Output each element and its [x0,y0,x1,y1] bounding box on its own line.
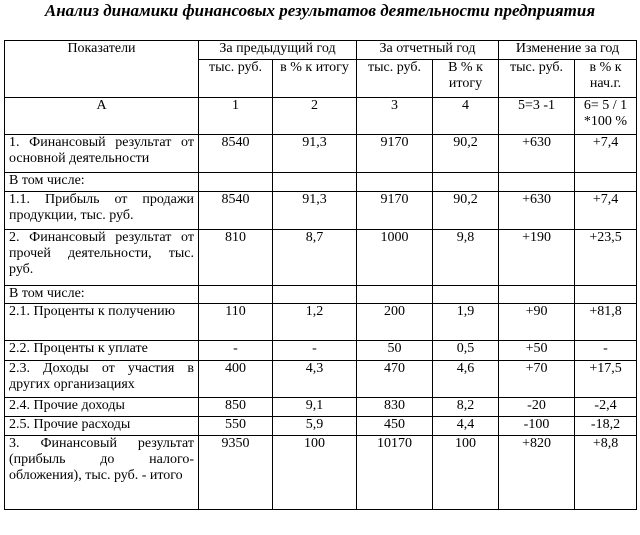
row-value: +820 [499,436,575,510]
table-row [5,398,637,417]
row-label: 2.3. Доходы от участия в других организациях [5,361,199,398]
row-value [575,173,637,192]
row-label: 2.4. Прочие доходы [5,398,199,417]
row-value: +23,5 [575,230,637,286]
row-label: 3. Финансовый результат (прибыль до налого-обложения), тыс. руб. - итого [5,436,199,510]
table-row [5,341,637,361]
row-label: 2.1. Проценты к получению [5,304,199,341]
row-value [199,286,273,304]
row-value: 4,3 [273,361,357,398]
row-label: 1.1. Прибыль от продажи продукции, тыс. руб. [5,192,199,230]
column-number: 2 [273,98,357,135]
row-value: 1000 [357,230,433,286]
row-value: 90,2 [433,135,499,173]
row-label: 2.5. Прочие расходы [5,417,199,436]
column-number: А [5,98,199,135]
table-row [5,135,637,173]
column-number: 4 [433,98,499,135]
row-value: -2,4 [575,398,637,417]
row-value: 810 [199,230,273,286]
row-value: 50 [357,341,433,361]
row-label: 2. Финансовый результат от прочей деятельности, тыс. руб. [5,230,199,286]
header-report-year: За отчетный год [357,41,499,60]
header-unit: В % к итогу [433,60,499,98]
header-unit: тыс. руб. [499,60,575,98]
row-value: +70 [499,361,575,398]
row-value: +90 [499,304,575,341]
row-value: - [199,341,273,361]
header-row-groups [5,41,637,60]
row-value: 550 [199,417,273,436]
row-value: 8540 [199,192,273,230]
row-value: -20 [499,398,575,417]
row-value: 830 [357,398,433,417]
row-value: 0,5 [433,341,499,361]
row-value: +630 [499,192,575,230]
row-value: +81,8 [575,304,637,341]
column-number: 6= 5 / 1 *100 % [575,98,637,135]
table-row [5,361,637,398]
row-value [575,286,637,304]
row-value: +630 [499,135,575,173]
row-value: 90,2 [433,192,499,230]
row-value [357,173,433,192]
header-unit: в % к нач.г. [575,60,637,98]
row-value: 470 [357,361,433,398]
row-value: 9350 [199,436,273,510]
row-value [273,286,357,304]
row-value: 110 [199,304,273,341]
row-value [433,173,499,192]
row-value: 9170 [357,192,433,230]
row-value: -18,2 [575,417,637,436]
row-label: В том числе: [5,173,199,192]
table-row [5,304,637,341]
row-value: 9,1 [273,398,357,417]
row-value: 400 [199,361,273,398]
row-value: +7,4 [575,135,637,173]
row-value: 4,4 [433,417,499,436]
column-number: 5=3 -1 [499,98,575,135]
row-value: +7,4 [575,192,637,230]
column-number: 1 [199,98,273,135]
row-value: 4,6 [433,361,499,398]
row-value: 9170 [357,135,433,173]
table-row [5,173,637,192]
row-value: 100 [273,436,357,510]
row-value: 1,2 [273,304,357,341]
header-indicators: Показатели [5,41,199,98]
header-change: Изменение за год [499,41,637,60]
row-value: +8,8 [575,436,637,510]
row-value: - [575,341,637,361]
row-label: 1. Финансовый результат от основной деятельности [5,135,199,173]
header-row-numbers [5,98,637,135]
row-value: 850 [199,398,273,417]
row-value: +50 [499,341,575,361]
row-value: +190 [499,230,575,286]
row-value [273,173,357,192]
row-value: 100 [433,436,499,510]
table-row [5,286,637,304]
row-value: +17,5 [575,361,637,398]
row-value: -100 [499,417,575,436]
row-value: 91,3 [273,135,357,173]
row-value: 200 [357,304,433,341]
row-value [199,173,273,192]
header-unit: тыс. руб. [357,60,433,98]
row-value: - [273,341,357,361]
header-prev-year: За предыдущий год [199,41,357,60]
table-row [5,192,637,230]
table-row [5,436,637,510]
row-value: 450 [357,417,433,436]
table-row [5,230,637,286]
row-value: 5,9 [273,417,357,436]
row-value: 1,9 [433,304,499,341]
row-value: 8,7 [273,230,357,286]
header-unit: тыс. руб. [199,60,273,98]
column-number: 3 [357,98,433,135]
row-value: 8,2 [433,398,499,417]
row-label: В том числе: [5,286,199,304]
table-row [5,417,637,436]
row-label: 2.2. Проценты к уплате [5,341,199,361]
row-value: 10170 [357,436,433,510]
row-value [499,286,575,304]
financial-results-table [4,40,637,510]
row-value [499,173,575,192]
row-value: 91,3 [273,192,357,230]
document-title: Анализ динамики финансовых результатов деятельности предприятия [44,1,596,20]
row-value [433,286,499,304]
row-value: 8540 [199,135,273,173]
header-unit: в % к итогу [273,60,357,98]
row-value: 9,8 [433,230,499,286]
row-value [357,286,433,304]
